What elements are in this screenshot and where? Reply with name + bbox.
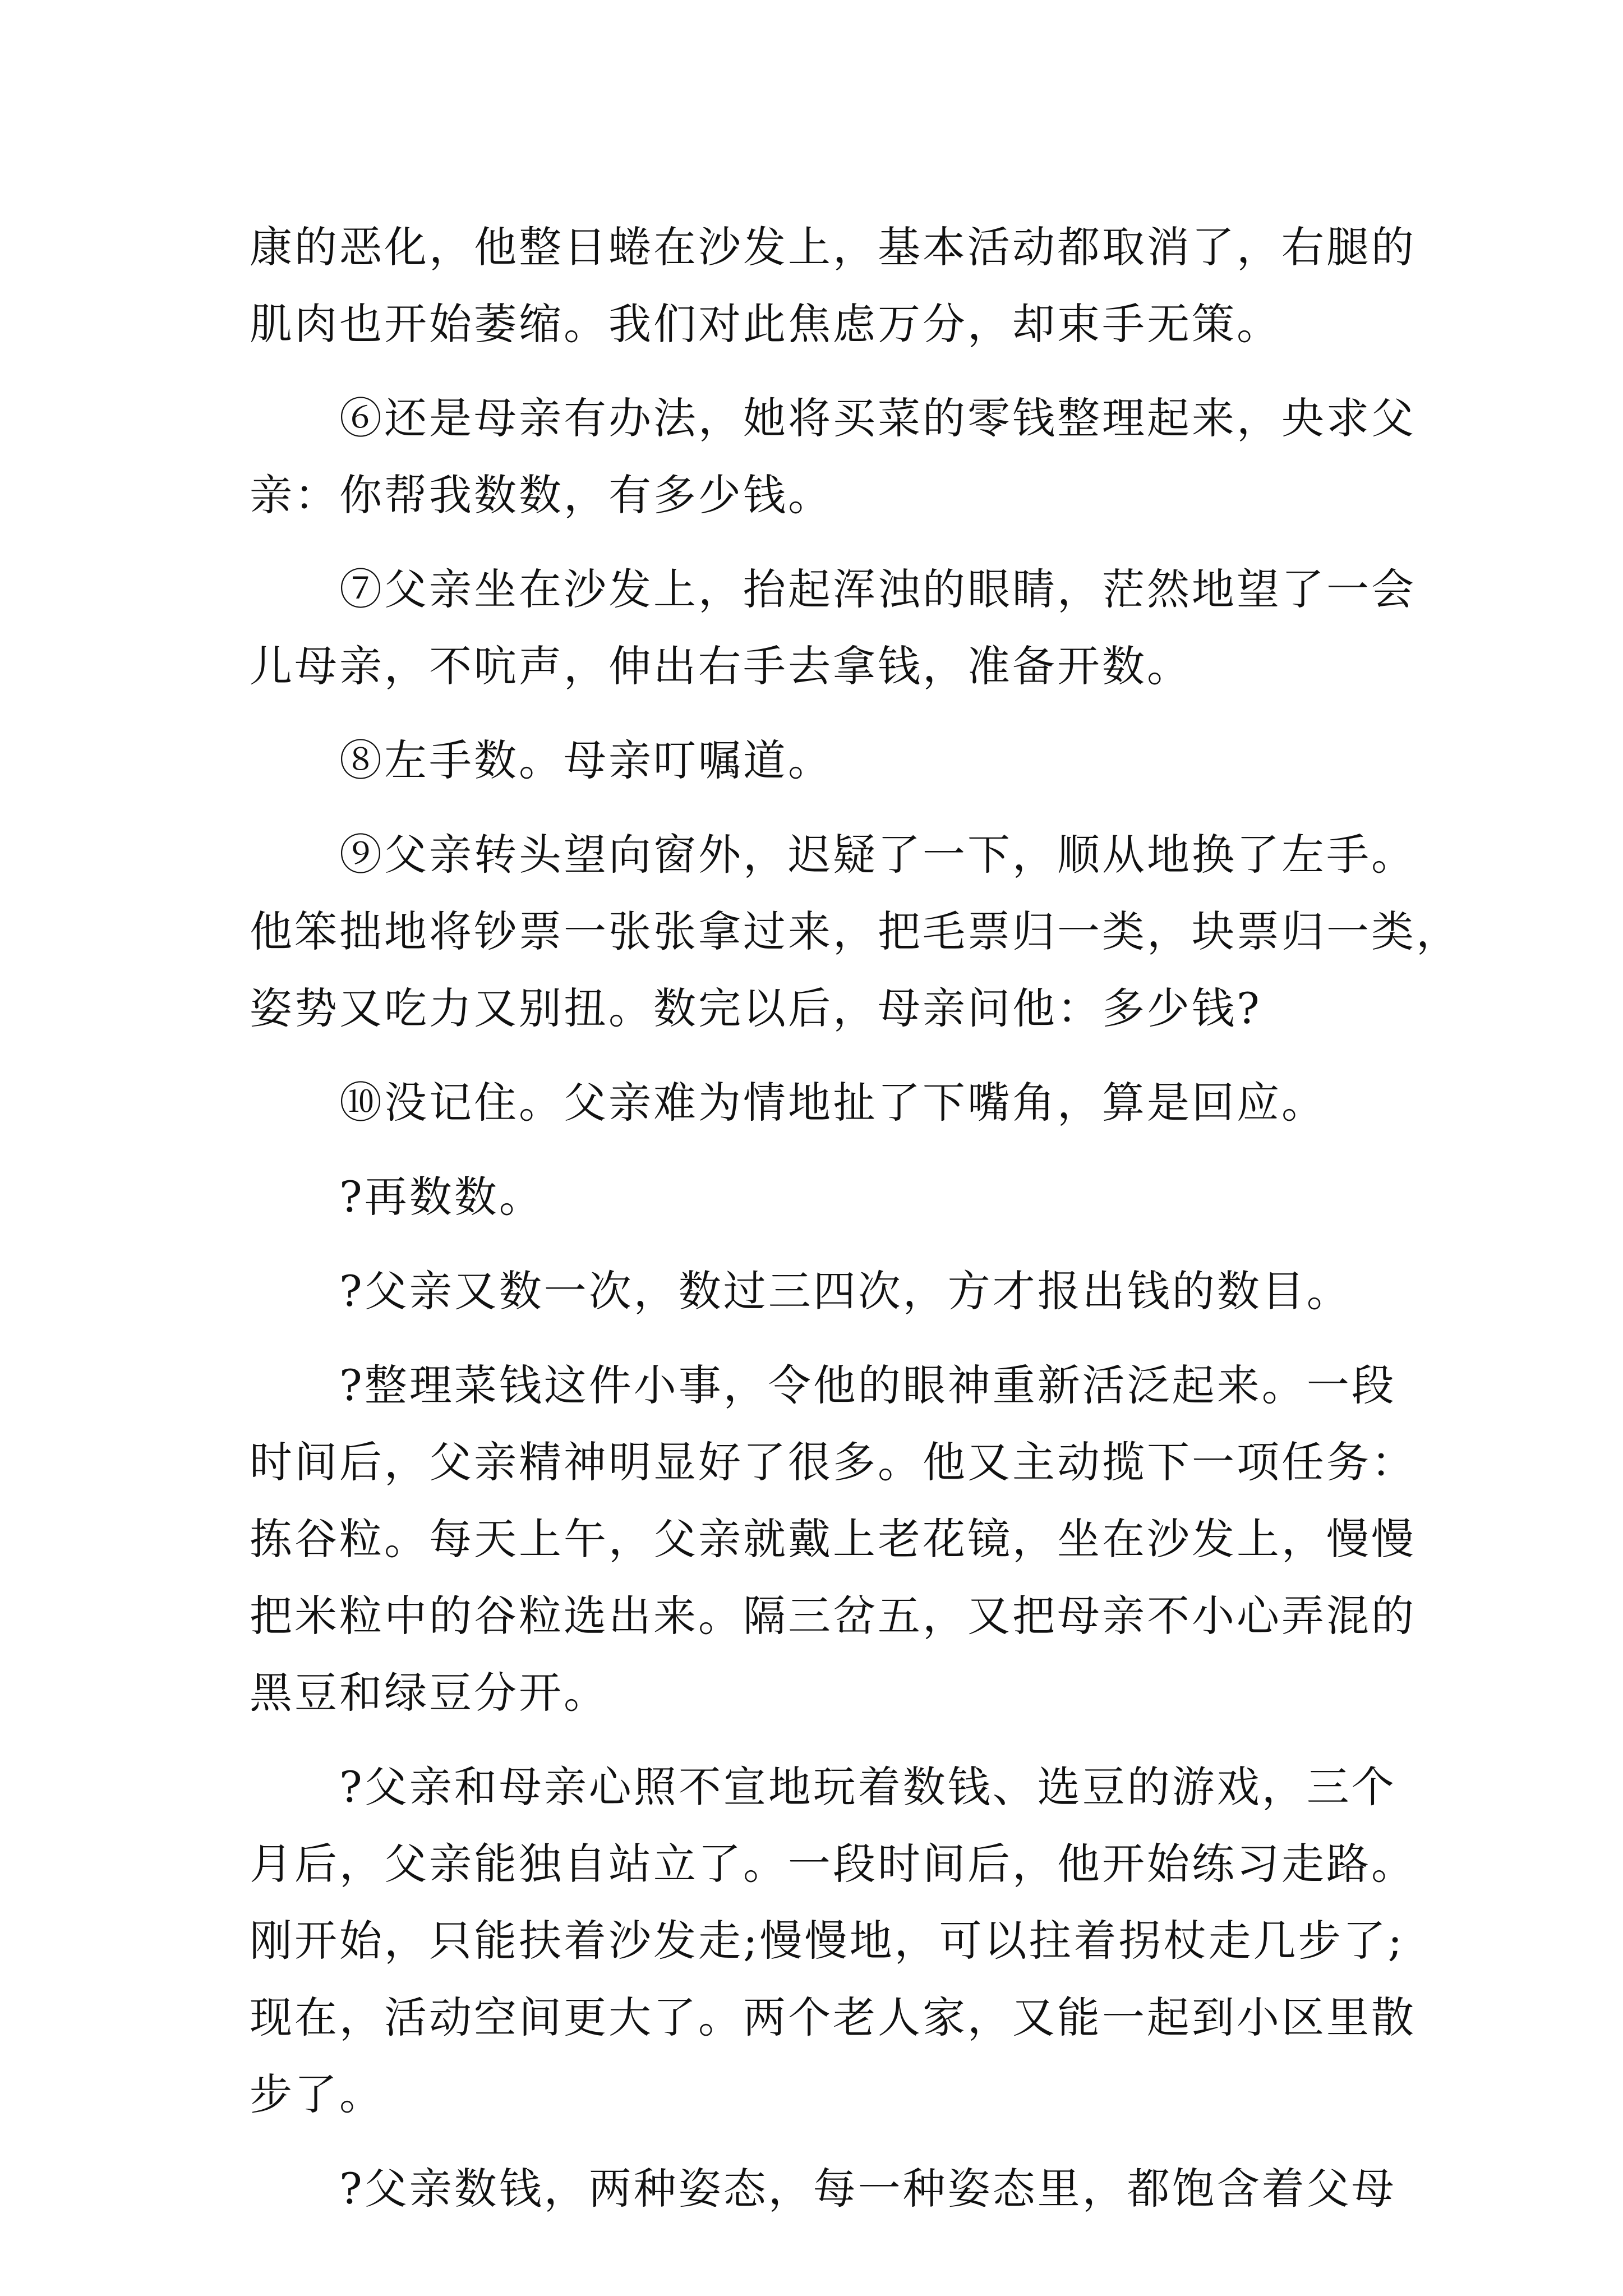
text-line: 把米粒中的谷粒选出来。隔三岔五，又把母亲不小心弄混的 xyxy=(250,1591,1416,1641)
text-line: ⑨父亲转头望向窗外，迟疑了一下，顺从地换了左手。 xyxy=(339,830,1416,880)
text-line: 儿母亲，不吭声，伸出右手去拿钱，准备开数。 xyxy=(250,641,1192,691)
text-line: 月后，父亲能独自站立了。一段时间后，他开始练习走路。 xyxy=(250,1839,1416,1889)
document-page xyxy=(250,209,1461,2244)
text-line: ⑩没记住。父亲难为情地扯了下嘴角，算是回应。 xyxy=(339,1078,1326,1128)
paragraph-12 xyxy=(250,1253,1377,1329)
text-line: ?父亲和母亲心照不宣地玩着数钱、选豆的游戏，三个 xyxy=(339,1762,1396,1812)
paragraph-7 xyxy=(250,551,1416,705)
text-line: 时间后，父亲精神明显好了很多。他又主动揽下一项任务： xyxy=(250,1437,1416,1487)
text-line: ?再数数。 xyxy=(339,1172,544,1222)
text-line: ⑥还是母亲有办法，她将买菜的零钱整理起来，央求父 xyxy=(339,393,1416,443)
text-line: 黑豆和绿豆分开。 xyxy=(250,1668,608,1718)
paragraph-1 xyxy=(250,209,1416,362)
paragraph-15 xyxy=(250,2150,1396,2227)
paragraph-14 xyxy=(250,1749,1416,2133)
text-line: ?整理菜钱这件小事，令他的眼神重新活泛起来。一段 xyxy=(339,1360,1396,1410)
text-line: 亲：你帮我数数，有多少钱。 xyxy=(250,470,833,520)
text-line: ?父亲又数一次，数过三四次，方才报出钱的数目。 xyxy=(339,1266,1352,1316)
paragraph-10 xyxy=(250,1064,1377,1141)
paragraph-6 xyxy=(250,380,1416,533)
text-line: 康的恶化，他整日蜷在沙发上，基本活动都取消了，右腿的 xyxy=(250,222,1416,272)
text-line: ⑦父亲坐在沙发上，抬起浑浊的眼睛，茫然地望了一会 xyxy=(339,564,1416,614)
text-line: ?父亲数钱，两种姿态，每一种姿态里，都饱含着父母 xyxy=(339,2164,1396,2214)
paragraph-13 xyxy=(250,1347,1416,1731)
text-line: 步了。 xyxy=(250,2069,384,2119)
text-line: 肌肉也开始萎缩。我们对此焦虑万分，却束手无策。 xyxy=(250,299,1281,349)
text-line: 他笨拙地将钞票一张张拿过来，把毛票归一类，块票归一类， xyxy=(250,907,1461,956)
paragraph-8 xyxy=(250,722,1377,799)
text-line: ⑧左手数。母亲叮嘱道。 xyxy=(339,735,833,785)
paragraph-11 xyxy=(250,1158,1377,1235)
text-line: 刚开始，只能扶着沙发走;慢慢地，可以拄着拐杖走几步了; xyxy=(250,1916,1405,1966)
text-line: 拣谷粒。每天上午，父亲就戴上老花镜，坐在沙发上，慢慢 xyxy=(250,1514,1416,1564)
text-line: 姿势又吃力又别扭。数完以后，母亲问他：多少钱? xyxy=(250,983,1262,1033)
paragraph-9 xyxy=(250,816,1461,1047)
text-line: 现在，活动空间更大了。两个老人家，又能一起到小区里散 xyxy=(250,1993,1416,2042)
